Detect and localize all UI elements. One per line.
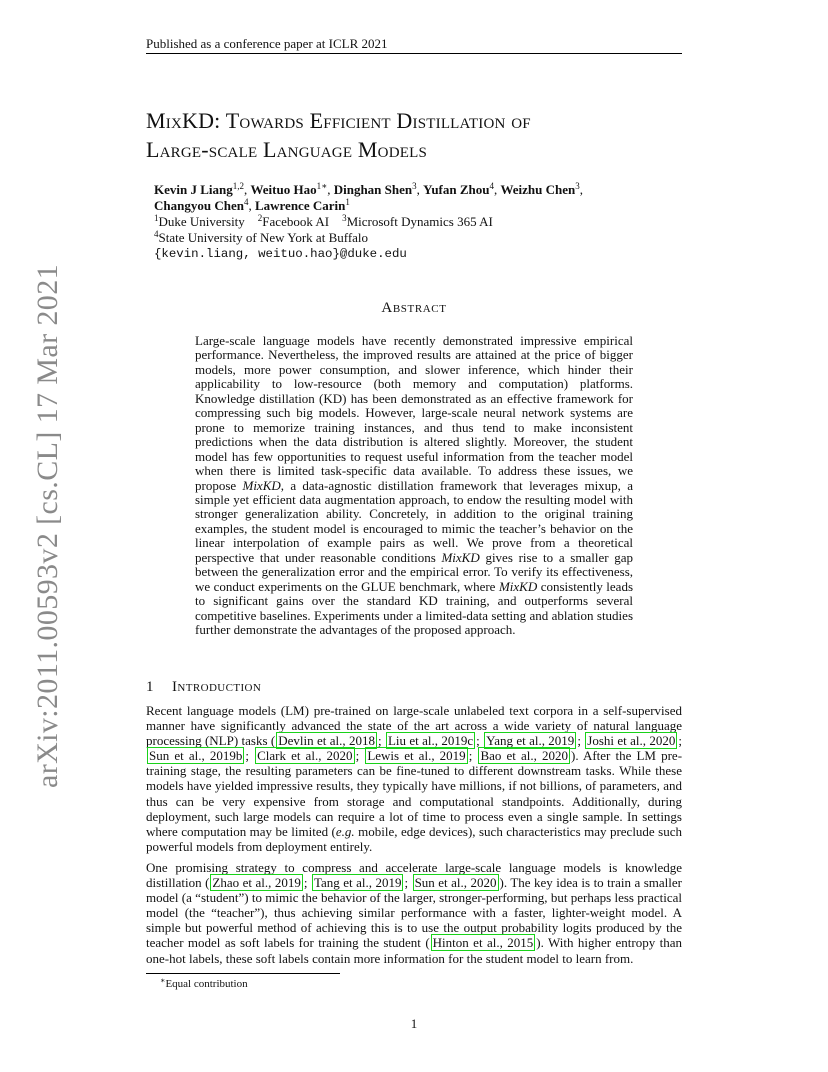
affiliation-mark: 4 [154,229,159,239]
section-title: Introduction [172,679,262,695]
footnote [160,977,248,991]
affiliation: Facebook AI [262,214,330,229]
author-line-2: Changyou Chen$^4$, Lawrence Carin$^1$ [154,197,350,213]
author-name: Lawrence Carin [254,198,346,213]
author-name: Dinghan Shen [333,182,413,197]
method-name: MixKD [242,477,281,493]
affiliation-line-2 [154,230,674,246]
author-affiliation-mark: 4 [243,197,249,207]
affiliation-mark: 3 [342,213,347,223]
author-affiliation-mark: 1 [345,197,350,207]
citation-link[interactable]: Clark et al., 2020 [257,748,353,764]
running-header: Published as a conference paper at ICLR 2021 [146,36,388,51]
section-heading-introduction [146,678,682,696]
abstract-body [195,334,633,638]
author-block [154,182,674,262]
affiliation-mark: 1 [154,213,159,223]
citation-link[interactable]: Liu et al., 2019c [387,733,474,749]
author-affiliation-mark: 1∗ [316,181,328,191]
section-number: 1 [146,679,154,695]
citation-link[interactable]: Tang et al., 2019 [313,875,402,891]
header-rule [146,53,682,54]
author-name: Changyou Chen [154,198,244,213]
citation-link[interactable]: Sun et al., 2020 [414,875,497,891]
author-line-1: Kevin J Liang$^{1,2}$, Weituo Hao$^{1∗}$, Dinghan Shen$^3$, Yufan Zhou$^4$, Weizhu Chen$^3$, [154,181,584,197]
emphasis-text: e.g. [335,823,355,839]
abstract-heading: Abstract [381,300,447,316]
method-name: MixKD [498,578,538,594]
author-affiliation-mark: 1,2 [232,181,244,191]
title-line-1: MixKD: Towards Efficient Distillation of [146,108,531,133]
arxiv-identifier: arXiv:2011.00593v2 [cs.CL] 17 Mar 2021 [31,263,64,789]
citation-link[interactable]: Sun et al., 2019b [149,748,243,764]
method-name: MixKD [441,549,480,565]
citation-link[interactable]: Devlin et al., 2018 [278,733,375,749]
paper-title [146,106,706,164]
body-paragraph: One promising strategy to compress and accelerate large-scale language models is knowledge distillation ( Zhao et al., 2019 ; Tang et al., 2019 ; Sun et al., 2020 ). The key idea is to train a smaller model (a “student”) to mimic the behavior of the larger, stronger-performing, but perhaps less practical model (the “teacher”), thus achieving similar performance with a faster, lighter-weight model. A simple but powerful method of achieving this is to use the output probability logits produced by the teacher model as soft labels for training the student ( Hinton et al., 2015 ). With higher entropy than one-hot labels, these soft labels contain more information for the student model to learn from. [146,859,682,966]
author-name: Weituo Hao [250,182,317,197]
author-affiliation-mark: 3 [412,181,417,191]
author-name: Weizhu Chen [500,182,576,197]
affiliation: Microsoft Dynamics 365 AI [346,214,493,229]
title-line-2: Large-scale Language Models [146,137,427,162]
body-paragraph: Recent language models (LM) pre-trained on large-scale unlabeled text corpora in a self-supervised manner have significantly advanced the state of the art across a wide variety of natural language processing (NLP) tasks ( Devlin et al., 2018 ; Liu et al., 2019c ; Yang et al., 2019 ; Joshi et al., 2020 ; Sun et al., 2019b ; Clark et al., 2020 ; Lewis et al., 2019 ; Bao et al., 2020 ). After the LM pre-training stage, the resulting parameters can be fine-tuned to different downstream tasks. While these models have yielded impressive results, they typically have millions, if not billions, of parameters, and thus can be very expensive from storage and computational standpoints. Additionally, during deployment, such large models can require a lot of time to process even a single sample. In settings where computation may be limited (e.g. mobile, edge devices), such characteristics may preclude such powerful models from deployment entirely. [146,703,683,854]
author-affiliation-mark: 4 [489,181,494,191]
citation-link[interactable]: Joshi et al., 2020 [587,733,676,749]
footnote-text: Equal contribution [165,978,248,990]
footnote-mark: ∗ [160,976,166,985]
citation-link[interactable]: Lewis et al., 2019 [367,748,466,764]
abstract-paragraph: Large-scale language models have recently demonstrated impressive empirical performance. Nevertheless, the improved results are attained at the price of bigger models, more power consumption, and slower inference, which hinder their applicability to low-resource (both memory and computation) platforms. Knowledge distillation (KD) has been demonstrated as an effective framework for compressing such big models. However, large-scale neural network systems are prone to memorize training instances, and thus tend to make inconsistent predictions when the data distribution is altered slightly. Moreover, the student model has few opportunities to request useful information from the teacher model when there is limited task-specific data available. To address these issues, we propose MixKD, a data-agnostic distillation framework that leverages mixup, a simple yet efficient data augmentation approach, to endow the resulting model with stronger generalization ability. Concretely, in addition to the original training examples, the student model is encouraged to mimic the teacher’s behavior on the linear interpolation of example pairs as well. We prove from a theoretical perspective that under reasonable conditions MixKD gives rise to a smaller gap between the generalization error and the empirical error. To verify its effectiveness, we conduct experiments on the GLUE benchmark, where MixKD consistently leads to significant gains over the standard KD training, and outperforms several competitive baselines. Experiments under a limited-data setting and ablation studies further demonstrate the advantages of the proposed approach. [195,333,634,638]
introduction-body [146,703,682,972]
author-affiliation-mark: 3 [575,181,580,191]
footnote-rule [146,973,340,974]
affiliation-mark: 2 [257,213,263,223]
affiliation: State University of New York at Buffalo [158,230,369,245]
citation-link[interactable]: Hinton et al., 2015 [432,935,534,951]
citation-link[interactable]: Bao et al., 2020 [480,748,568,764]
citation-link[interactable]: Yang et al., 2019 [486,733,575,749]
author-name: Kevin J Liang [154,182,233,197]
page-number: 1 [410,1016,418,1031]
affiliation-line-1 [154,214,674,230]
author-name: Yufan Zhou [423,182,490,197]
affiliation: Duke University [158,214,245,229]
citation-link[interactable]: Zhao et al., 2019 [212,875,301,891]
author-email: {kevin.liang, weituo.hao}@duke.edu [154,247,407,261]
